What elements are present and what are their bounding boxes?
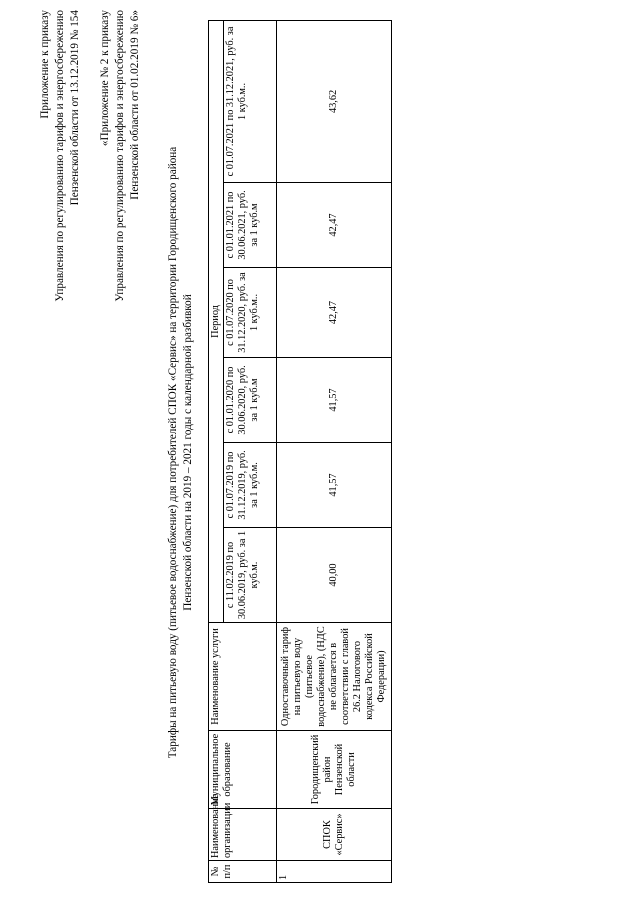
tariff-value: 41,57	[277, 443, 392, 528]
prev-appendix-line: Управления по регулированию тарифов и энергосбережению	[114, 10, 126, 302]
tariff-table	[208, 20, 392, 883]
period-header: с 01.07.2021 по 31.12.2021, руб. за 1 куб.м..	[224, 20, 277, 182]
appendix-line: Приложение к приказу	[39, 10, 51, 119]
tariff-value: 42,47	[277, 268, 392, 358]
header-municipality: Муниципальное образование	[209, 731, 277, 809]
appendix-line: Пензенской области от 13.12.2019 № 154	[69, 10, 81, 206]
header-period: Период	[209, 20, 224, 622]
header-service: Наименование услуги	[209, 623, 277, 731]
row-num: 1	[277, 861, 392, 883]
period-header: с 01.01.2020 по 30.06.2020, руб. за 1 куб.м	[224, 358, 277, 443]
period-header: с 11.02.2019 по 30.06.2019, руб. за 1 куб.м.	[224, 528, 277, 623]
appendix-header	[38, 10, 83, 302]
header-num: № п/п	[209, 861, 277, 883]
document-title: Тарифы на питьевую воду (питьевое водоснабжение) для потребителей СПОК «Сервис» на территории Городищенского района	[167, 146, 179, 759]
row-org: СПОК «Сервис»	[277, 809, 392, 861]
period-header: с 01.07.2019 по 31.12.2019, руб. за 1 куб.м.	[224, 443, 277, 528]
period-header: с 01.01.2021 по 30.06.2021, руб. за 1 куб.м	[224, 183, 277, 268]
tariff-value: 42,47	[277, 183, 392, 268]
prev-appendix-line: «Приложение № 2 к приказу	[99, 10, 111, 147]
period-header: с 01.07.2020 по 31.12.2020, руб. за 1 куб.м..	[224, 268, 277, 358]
tariff-value: 41,57	[277, 358, 392, 443]
prev-appendix-line: Пензенской области от 01.02.2019 № 6»	[129, 10, 141, 200]
table-row	[277, 20, 392, 882]
header-org: Наименование организации	[209, 809, 277, 861]
tariff-value: 40,00	[277, 528, 392, 623]
previous-appendix-header	[98, 10, 143, 302]
row-municipality: Городищенский район Пензенской области	[277, 731, 392, 809]
appendix-line: Управления по регулированию тарифов и энергосбережению	[54, 10, 66, 302]
tariff-value: 43,62	[277, 20, 392, 182]
document-subtitle: Пензенской области на 2019 – 2021 годы с календарной разбивкой	[182, 294, 194, 611]
row-service: Одноставочный тариф на питьевую воду (питьевое водоснабжение), (НДС не облагается в соответствии с главой 26.2 Налогового кодекса Российской Федерации)	[277, 623, 392, 731]
table-header-row	[209, 20, 224, 882]
